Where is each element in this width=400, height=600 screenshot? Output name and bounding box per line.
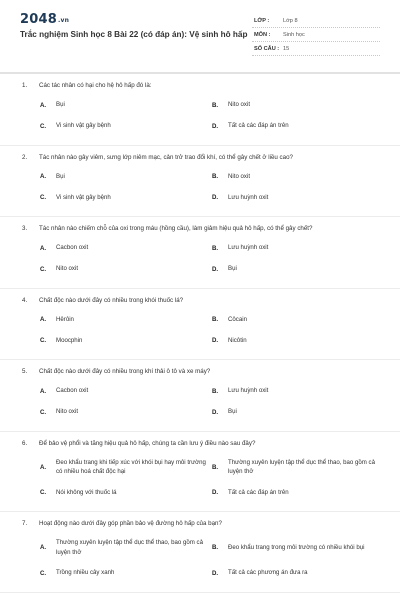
- answer-option[interactable]: [40, 402, 212, 423]
- question-number: 4.: [22, 296, 28, 304]
- meta-value: 15: [283, 46, 290, 52]
- site-logo[interactable]: [20, 12, 69, 27]
- option-text: Tất cả các đáp án trên: [228, 488, 289, 496]
- answer-option[interactable]: [40, 563, 212, 584]
- answer-option[interactable]: [40, 381, 212, 402]
- option-letter: A.: [40, 387, 47, 395]
- option-text: Thường xuyên luyện tập thể dục thể thao, bao gồm cả luyện thở: [228, 458, 375, 475]
- answer-option[interactable]: [40, 533, 212, 563]
- option-letter: B.: [212, 244, 219, 252]
- option-text: Lưu huỳnh oxit: [228, 387, 269, 395]
- question-list: [0, 74, 400, 600]
- option-letter: C.: [40, 337, 47, 344]
- option-letter: A.: [40, 463, 47, 471]
- answer-option[interactable]: [212, 330, 376, 351]
- option-text: Nito oxit: [228, 101, 251, 109]
- answer-option[interactable]: [40, 309, 212, 330]
- option-text: Vi sinh vật gây bệnh: [56, 122, 111, 130]
- answer-option[interactable]: [40, 166, 212, 187]
- option-letter: D.: [212, 265, 219, 273]
- option-letter: A.: [40, 244, 47, 252]
- question-prompt: [22, 224, 400, 235]
- question-item: [0, 81, 400, 146]
- option-letter: A.: [40, 544, 47, 551]
- option-letter: D.: [212, 337, 219, 344]
- answer-option[interactable]: [212, 381, 376, 402]
- question-text: Chất độc nào dưới đây có nhiều trong khí thải ô tô và xe máy?: [39, 368, 211, 375]
- option-letter: B.: [212, 173, 219, 180]
- page-title: Trắc nghiệm Sinh học 8 Bài 22 (có đáp án): Vệ sinh hô hấp: [20, 30, 248, 39]
- option-text: Bụi: [56, 172, 65, 180]
- option-text: Côcain: [228, 315, 247, 323]
- question-text: Hoạt động nào dưới đây góp phần bảo vệ đường hô hấp của bạn?: [39, 520, 222, 527]
- question-prompt: [22, 439, 400, 450]
- answer-options: [40, 452, 376, 503]
- option-text: Nicôtin: [228, 336, 247, 344]
- page-header: [0, 0, 400, 72]
- answer-option[interactable]: [212, 309, 376, 330]
- option-letter: D.: [212, 122, 219, 130]
- meta-value: Sinh học: [283, 32, 305, 38]
- answer-option[interactable]: [40, 452, 212, 482]
- option-text: Nito oxit: [56, 265, 79, 273]
- option-letter: B.: [212, 101, 219, 109]
- option-text: Nói không với thuốc lá: [56, 488, 117, 496]
- answer-options: [40, 166, 376, 208]
- answer-option[interactable]: [212, 166, 376, 187]
- answer-options: [40, 238, 376, 280]
- question-text: Các tác nhân có hại cho hệ hô hấp đó là:: [39, 82, 152, 89]
- option-letter: C.: [40, 194, 47, 201]
- answer-option[interactable]: [212, 533, 376, 563]
- answer-option[interactable]: [40, 187, 212, 208]
- option-text: Vi sinh vật gây bệnh: [56, 193, 111, 201]
- question-text: Tác nhân nào gây viêm, sưng lớp niêm mạc, cản trở trao đổi khí, có thể gây chết ở liều cao?: [39, 153, 293, 161]
- question-number: 5.: [22, 368, 28, 375]
- option-letter: A.: [40, 173, 47, 180]
- question-number: 3.: [22, 225, 28, 232]
- option-letter: D.: [212, 194, 219, 201]
- meta-row-subject: [252, 28, 380, 42]
- answer-options: [40, 533, 376, 584]
- option-letter: C.: [40, 265, 47, 273]
- option-letter: C.: [40, 408, 47, 416]
- option-letter: B.: [212, 544, 219, 551]
- option-letter: C.: [40, 569, 47, 577]
- option-text: Trồng nhiều cây xanh: [56, 569, 115, 577]
- answer-options: [40, 381, 376, 423]
- logo-text: 2048: [20, 12, 57, 27]
- question-prompt: [22, 81, 400, 92]
- answer-option[interactable]: [212, 238, 376, 259]
- option-text: Thường xuyên luyện tập thể dục thể thao, bao gồm cả luyện thở: [56, 539, 203, 556]
- answer-option[interactable]: [40, 116, 212, 137]
- answer-option[interactable]: [40, 259, 212, 280]
- option-letter: D.: [212, 569, 219, 577]
- answer-option[interactable]: [212, 259, 376, 280]
- question-prompt: [22, 519, 400, 530]
- option-text: Bụi: [228, 408, 237, 416]
- answer-option[interactable]: [212, 187, 376, 208]
- option-text: Moocphin: [56, 336, 83, 344]
- answer-option[interactable]: [40, 330, 212, 351]
- meta-row-grade: [252, 14, 380, 28]
- option-text: Cacbon oxit: [56, 387, 89, 395]
- logo-tld: .vn: [57, 17, 70, 24]
- option-letter: C.: [40, 122, 47, 130]
- question-item: [0, 224, 400, 289]
- option-text: Hêrôin: [56, 315, 74, 323]
- option-text: Bụi: [56, 101, 65, 109]
- question-number: 6.: [22, 439, 28, 447]
- option-letter: D.: [212, 408, 219, 416]
- option-text: Cacbon oxit: [56, 244, 89, 252]
- question-number: 2.: [22, 153, 28, 161]
- option-text: Tất cả các phương án đưa ra: [228, 569, 308, 577]
- answer-option[interactable]: [40, 95, 212, 116]
- option-text: Tất cả các đáp án trên: [228, 122, 289, 130]
- option-letter: B.: [212, 387, 219, 395]
- answer-option[interactable]: [212, 116, 376, 137]
- option-letter: B.: [212, 316, 219, 323]
- answer-option[interactable]: [40, 482, 212, 503]
- answer-options: [40, 309, 376, 351]
- question-number: 7.: [22, 520, 28, 527]
- option-text: Bụi: [228, 265, 237, 273]
- answer-options: [40, 95, 376, 137]
- option-text: Nito oxit: [228, 172, 251, 180]
- meta-value: Lớp 8: [283, 18, 298, 24]
- option-letter: C.: [40, 489, 47, 496]
- question-prompt: [22, 367, 400, 378]
- question-item: [0, 153, 400, 218]
- answer-option[interactable]: [212, 563, 376, 584]
- option-text: Lưu huỳnh oxit: [228, 244, 269, 252]
- meta-label: MÔN :: [254, 32, 271, 38]
- answer-option[interactable]: [212, 95, 376, 116]
- answer-option[interactable]: [212, 482, 376, 503]
- question-text: Để bảo vệ phổi và tăng hiệu quả hô hấp, chúng ta cần lưu ý điều nào sau đây?: [39, 439, 256, 447]
- meta-row-count: [252, 42, 380, 56]
- option-text: Đeo khẩu trang khi tiếp xúc với khói bụi hay môi trường có nhiều hoá chất độc hại: [56, 458, 206, 475]
- question-item: [0, 439, 400, 513]
- meta-label: LỚP :: [254, 18, 270, 24]
- question-text: Tác nhân nào chiếm chỗ của oxi trong máu (hồng cầu), làm giảm hiệu quả hô hấp, có thể gây chết?: [39, 225, 313, 232]
- question-prompt: [22, 296, 400, 307]
- option-letter: B.: [212, 463, 219, 471]
- option-text: Lưu huỳnh oxit: [228, 193, 269, 201]
- question-prompt: [22, 153, 400, 164]
- question-number: 1.: [22, 82, 28, 89]
- question-item: [0, 296, 400, 361]
- question-item: [0, 367, 400, 432]
- answer-option[interactable]: [40, 238, 212, 259]
- option-text: Đeo khẩu trang trong môi trường có nhiều khói bụi: [228, 543, 365, 551]
- meta-label: SỐ CÂU :: [254, 46, 280, 52]
- option-letter: D.: [212, 489, 219, 496]
- option-letter: A.: [40, 101, 47, 109]
- question-text: Chất độc nào dưới đây có nhiều trong khói thuốc lá?: [39, 296, 184, 304]
- answer-option[interactable]: [212, 402, 376, 423]
- option-letter: A.: [40, 316, 47, 323]
- option-text: Nito oxit: [56, 408, 79, 416]
- answer-option[interactable]: [212, 452, 376, 482]
- question-item: [0, 519, 400, 593]
